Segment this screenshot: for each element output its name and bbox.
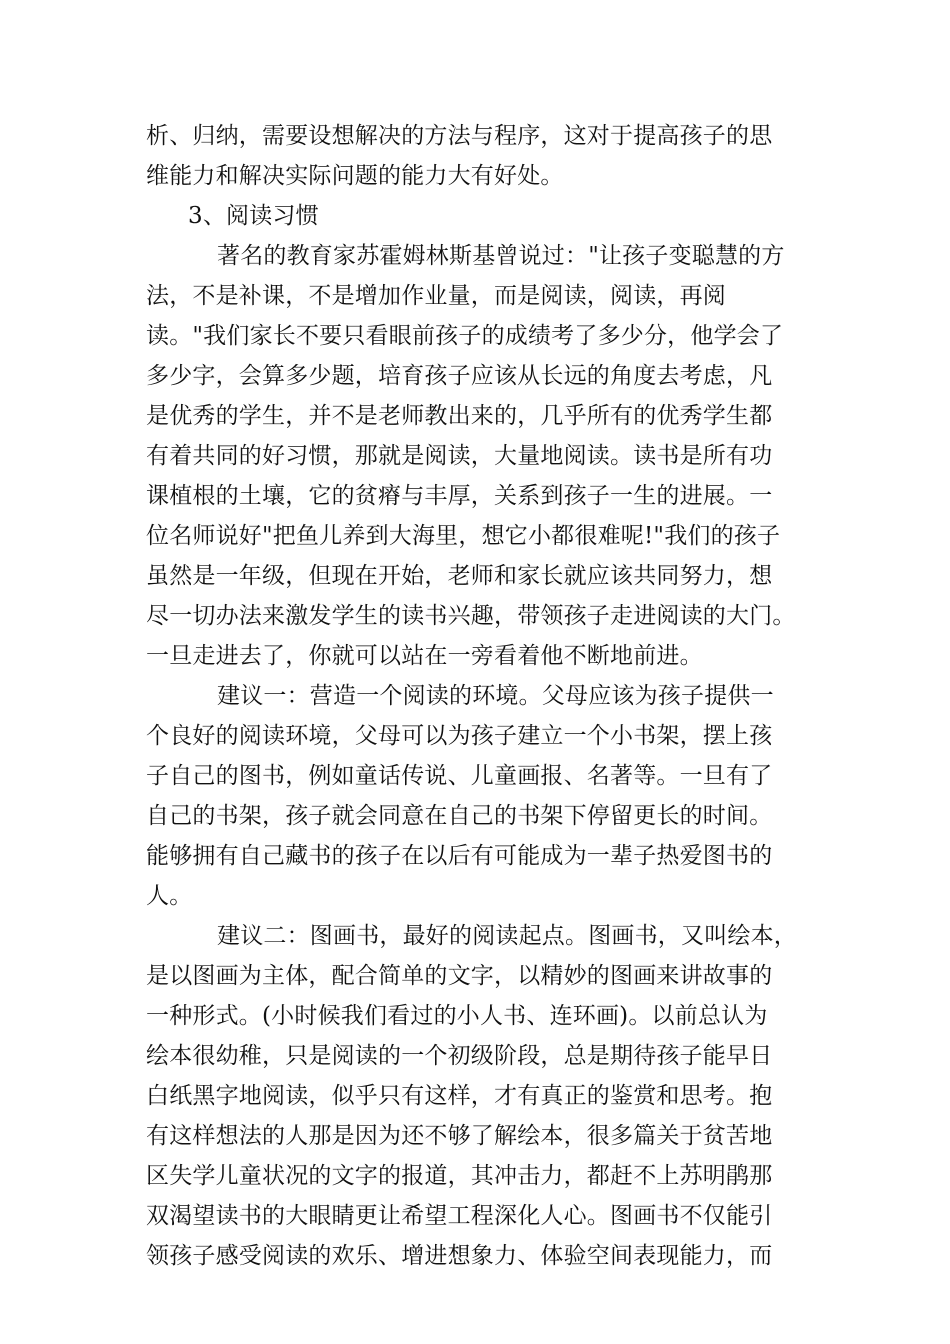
text-line: 有着共同的好习惯，那就是阅读，大量地阅读。读书是所有功 [146, 443, 773, 469]
text-line: 读。"我们家长不要只看眼前孩子的成绩考了多少分，他学会了 [146, 323, 784, 349]
text-line: 子自己的图书，例如童话传说、儿童画报、名著等。一旦有了 [146, 763, 773, 789]
text-line: 人。 [146, 883, 193, 909]
text-line: 自己的书架，孩子就会同意在自己的书架下停留更长的时间。 [146, 803, 773, 829]
text-line: 一种形式。(小时候我们看过的小人书、连环画)。以前总认为 [146, 1003, 768, 1029]
text-line: 是以图画为主体，配合简单的文字，以精妙的图画来讲故事的 [146, 963, 773, 989]
text-line: 双渴望读书的大眼睛更让希望工程深化人心。图画书不仅能引 [146, 1203, 773, 1229]
text-line: 法，不是补课，不是增加作业量，而是阅读，阅读，再阅 [146, 283, 726, 309]
text-line: 是优秀的学生，并不是老师教出来的，几乎所有的优秀学生都 [146, 403, 773, 429]
text-line: 课植根的土壤，它的贫瘠与丰厚，关系到孩子一生的进展。一 [146, 483, 773, 509]
section-heading: 3、阅读习惯 [188, 203, 319, 229]
text-line: 维能力和解决实际问题的能力大有好处。 [146, 163, 564, 189]
text-line: 有这样想法的人那是因为还不够了解绘本，很多篇关于贫苦地 [146, 1123, 773, 1149]
text-line: 领孩子感受阅读的欢乐、增进想象力、体验空间表现能力，而 [146, 1243, 773, 1269]
text-line: 个良好的阅读环境，父母可以为孩子建立一个小书架，摆上孩 [146, 723, 773, 749]
text-line: 尽一切办法来激发学生的读书兴趣，带领孩子走进阅读的大门。 [146, 603, 796, 629]
text-line: 虽然是一年级，但现在开始，老师和家长就应该共同努力，想 [146, 563, 773, 589]
text-line: 一旦走进去了，你就可以站在一旁看着他不断地前进。 [146, 643, 703, 669]
text-line: 著名的教育家苏霍姆林斯基曾说过："让孩子变聪慧的方 [217, 243, 785, 269]
text-line: 建议一：营造一个阅读的环境。父母应该为孩子提供一 [217, 683, 774, 709]
text-line: 多少字，会算多少题，培育孩子应该从长远的角度去考虑，凡 [146, 363, 773, 389]
text-line: 能够拥有自己藏书的孩子在以后有可能成为一辈子热爱图书的 [146, 843, 773, 869]
text-line: 析、归纳，需要设想解决的方法与程序，这对于提高孩子的思 [146, 123, 773, 149]
text-line: 建议二：图画书，最好的阅读起点。图画书，又叫绘本， [217, 923, 797, 949]
text-line: 绘本很幼稚，只是阅读的一个初级阶段，总是期待孩子能早日 [146, 1043, 773, 1069]
text-line: 白纸黑字地阅读，似乎只有这样，才有真正的鉴赏和思考。抱 [146, 1083, 773, 1109]
text-line: 位名师说好"把鱼儿养到大海里，想它小都很难呢!"我们的孩子 [146, 523, 781, 549]
text-line: 区失学儿童状况的文字的报道，其冲击力，都赶不上苏明鹃那 [146, 1163, 773, 1189]
